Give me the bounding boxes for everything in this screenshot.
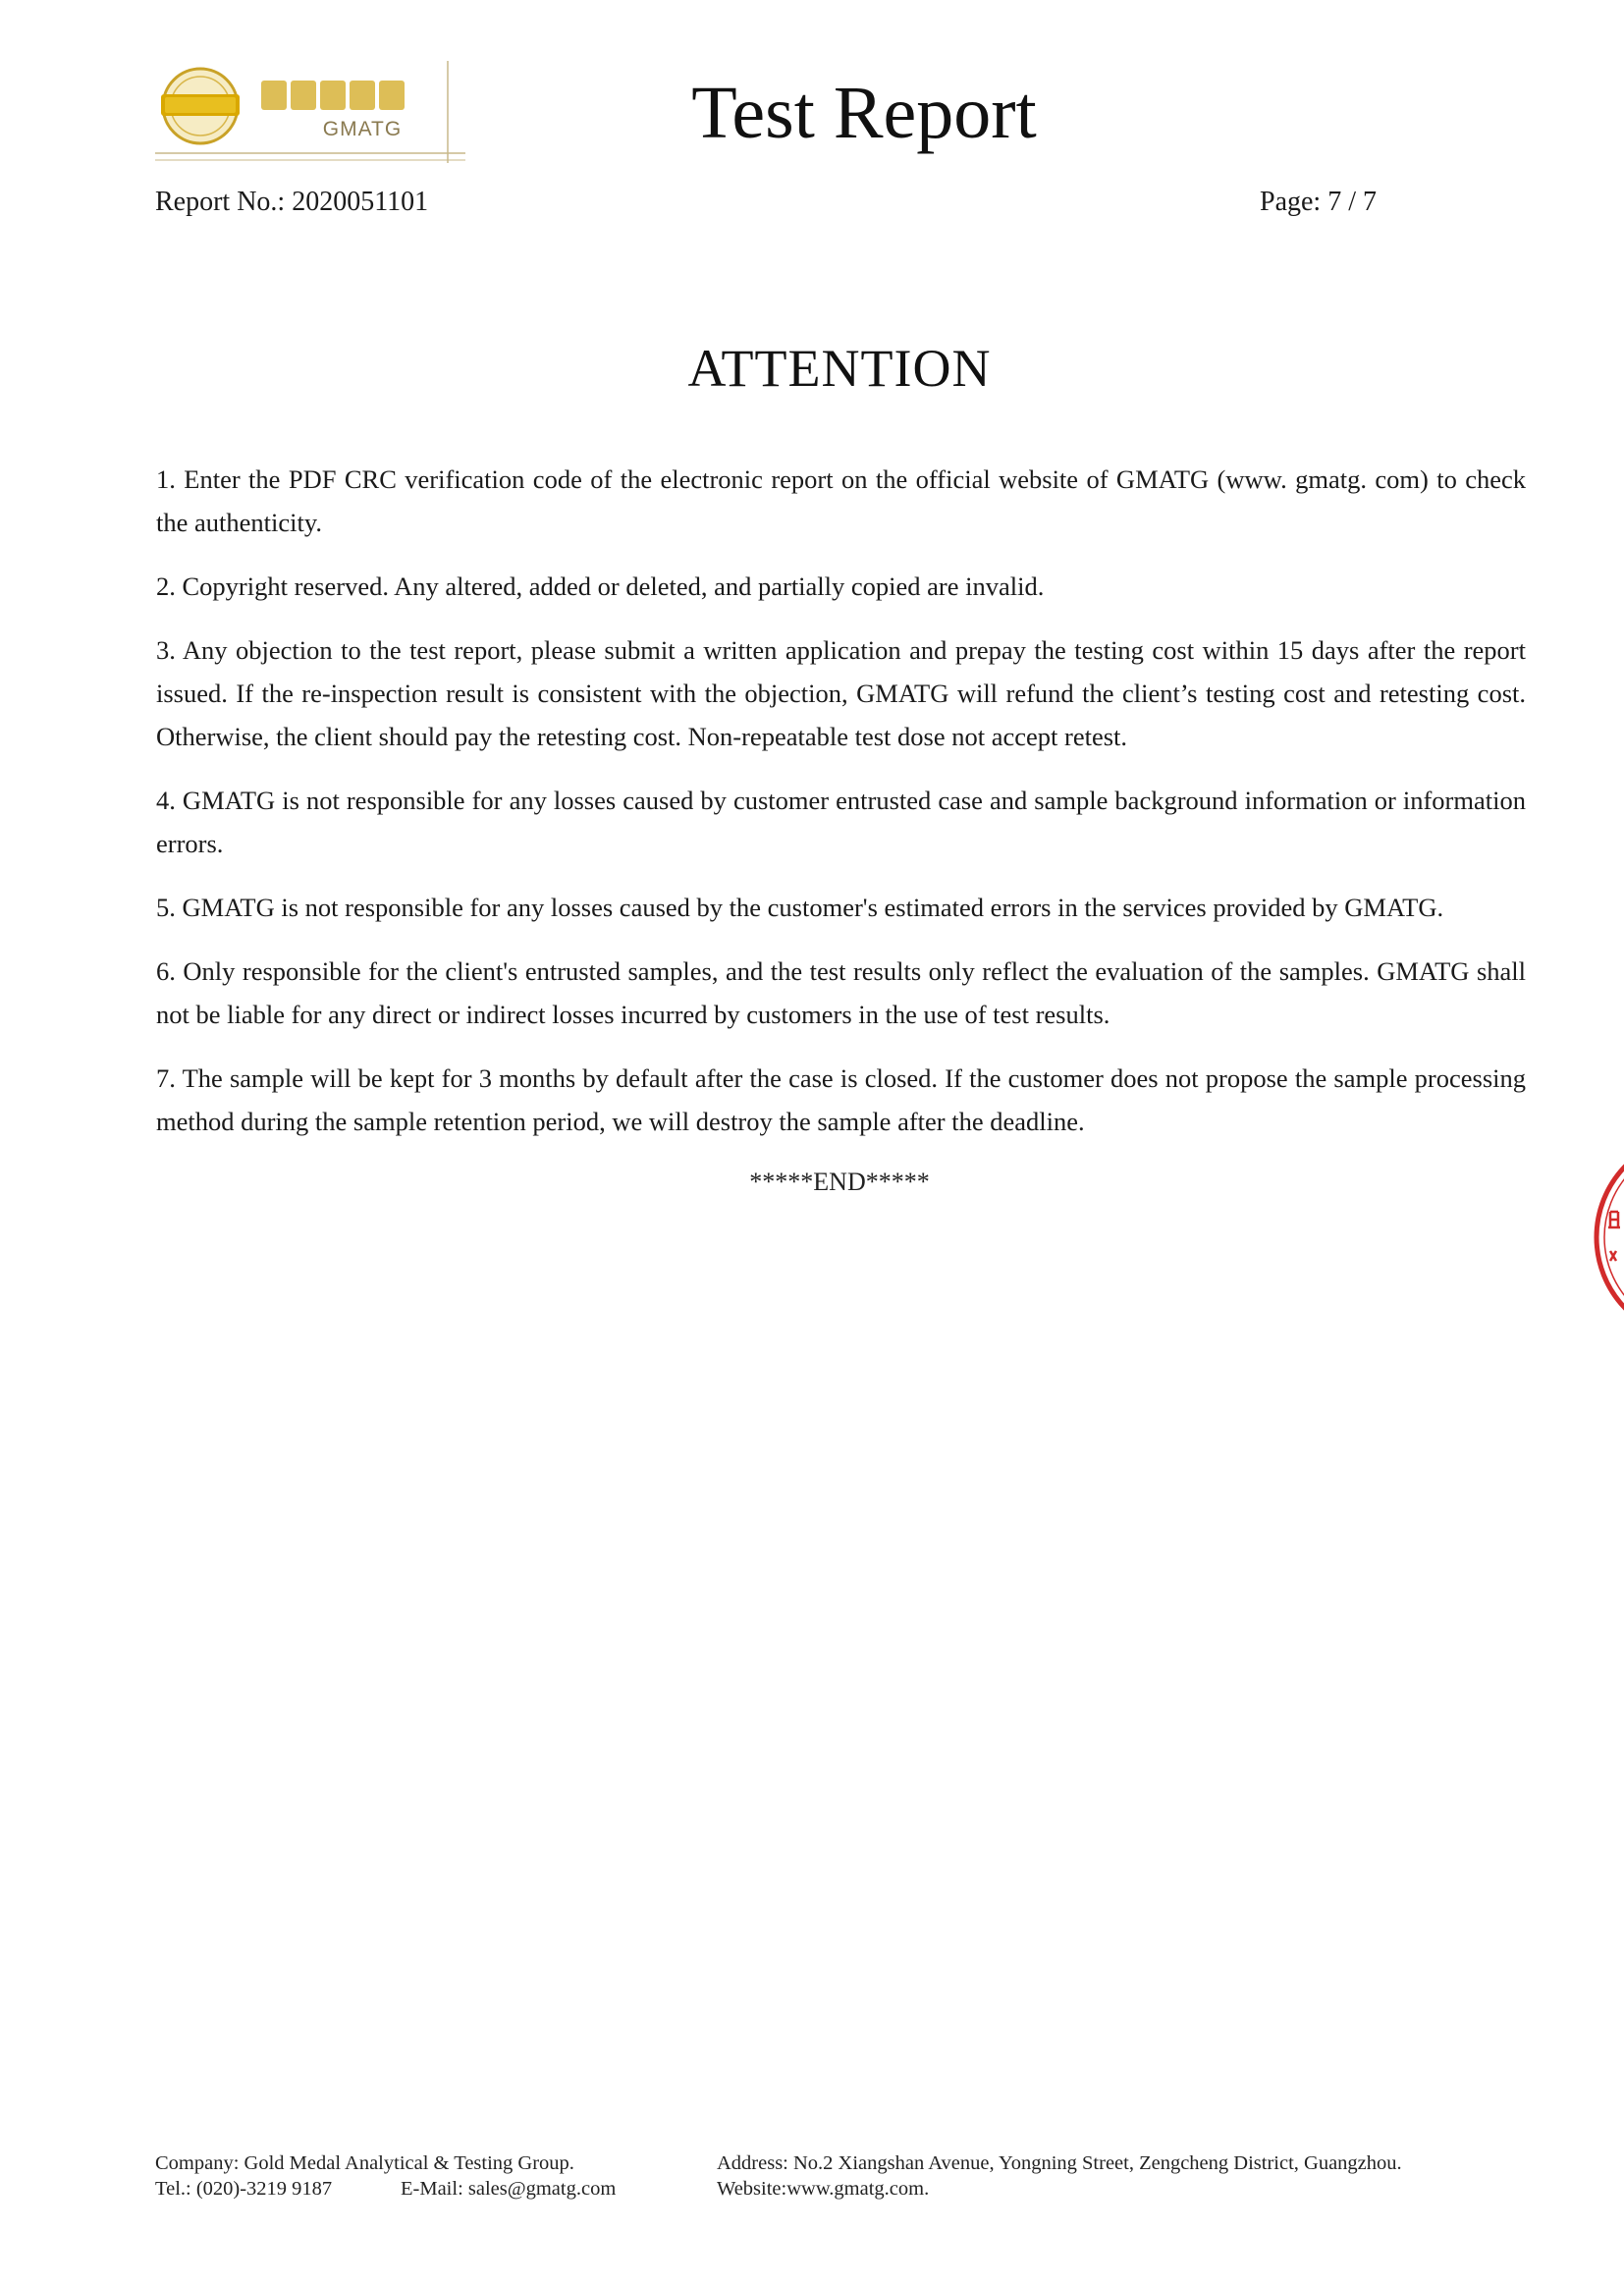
footer-company: Company: Gold Medal Analytical & Testing Group. — [155, 2152, 574, 2174]
page-indicator: Page: 7 / 7 — [1260, 187, 1377, 217]
report-number: Report No.: 2020051101 — [155, 187, 429, 217]
attention-heading: ATTENTION — [687, 339, 992, 398]
seal-icon — [161, 69, 240, 143]
attention-item-1: 1. Enter the PDF CRC verification code of the electronic report on the official website of GMATG (www. gmatg. com) to check the authenticity. — [156, 464, 1526, 537]
red-stamp-icon — [1581, 1129, 1624, 1345]
footer-tel: Tel.: (020)-3219 9187 — [155, 2178, 333, 2200]
company-logo — [155, 61, 465, 163]
footer-email: E-Mail: sales@gmatg.com — [401, 2178, 617, 2200]
attention-item-6: 6. Only responsible for the client's entrusted samples, and the test results only reflect the evaluation of the samples. GMATG shall not be liable for any direct or indirect losses incurred by customers in the use of test results. — [156, 956, 1526, 1029]
logo-wordmark-cn — [261, 81, 405, 110]
report-title: Test Report — [691, 72, 1037, 154]
attention-item-7: 7. The sample will be kept for 3 months by default after the case is closed. If the customer does not propose the sample processing method during the sample retention period, we will destroy the sample after the deadline. — [156, 1063, 1526, 1136]
attention-item-4: 4. GMATG is not responsible for any losses caused by customer entrusted case and sample background information or information errors. — [156, 786, 1526, 858]
attention-item-3: 3. Any objection to the test report, please submit a written application and prepay the testing cost within 15 days after the report issued. If the re-inspection result is consistent with the objection, GMATG will refund the client’s testing cost and retesting cost. Otherwise, the client should pay the retesting cost. Non-repeatable test dose not accept retest. — [156, 635, 1526, 751]
attention-item-2: 2. Copyright reserved. Any altered, added or deleted, and partially copied are invalid. — [156, 571, 1045, 601]
footer-website: Website:www.gmatg.com. — [717, 2178, 930, 2200]
page-footer — [155, 2150, 1549, 2202]
attention-list — [156, 458, 1526, 1164]
footer-address: Address: No.2 Xiangshan Avenue, Yongning Street, Zengcheng District, Guangzhou. — [717, 2152, 1402, 2174]
logo-wordmark-en: GMATG — [322, 118, 403, 140]
attention-item-5: 5. GMATG is not responsible for any losses caused by the customer's estimated errors in the services provided by GMATG. — [156, 893, 1444, 922]
logo-graphic — [155, 61, 465, 163]
end-marker: *****END***** — [749, 1168, 930, 1196]
